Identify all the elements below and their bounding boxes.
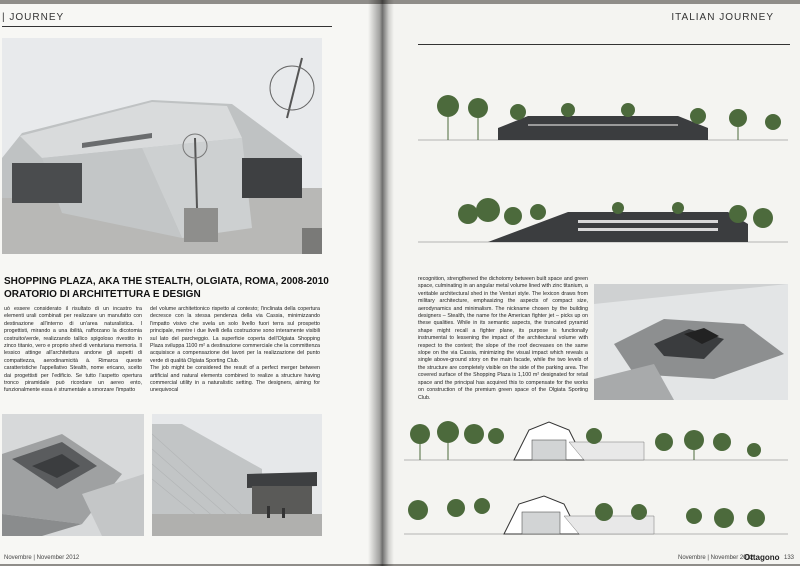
page-number: 133 (784, 555, 795, 561)
header-rule (2, 26, 332, 27)
binding-gutter (368, 0, 394, 566)
right-page (382, 4, 800, 564)
section-drawing-1 (404, 412, 788, 476)
left-folio: Novembre | November 2012 (4, 555, 80, 561)
body-text-italian-col2 (150, 306, 320, 395)
header-rule (418, 44, 790, 45)
model-aerial-photo (2, 414, 144, 536)
body-text-english: recognition, strengthened the dichotomy between built space and green space, culminating in an angular metal volume lined with zinc titanium, a veritable architectural shed in the Venturi style. The lexicon draws from military architecture, emphasizing the aspects of compact size, aerodynamics and minimalism. The nickname chosen by the building designers – Stealth, the name for the American fighter jet – picks up on these qualities. While in its semantic aspects, the truncated pyramid shape might recall a fighter plane, its purpose is functionally instrumental to lessening the impact of the architectural volume with respect to the context; the slope of the roof decreases on the same slope on the via Cassia, minimizing the visual impact which reveals a single above-ground story on the main facade, while the two levels of the structure are completely visible on the side of the parking area. The covered surface of the Shopping Plaza is 1,100 m² designated for retail space and the principal has acquired this to compensate for the works on construction of the premium green space of the Olgiata Sporting Club. (418, 276, 588, 401)
building-entrance-photo (152, 414, 322, 536)
elevation-drawing-1 (418, 88, 788, 158)
section-drawing-2 (404, 482, 788, 546)
right-folio: Novembre | November 2012 (678, 555, 754, 561)
main-building-photo (2, 38, 322, 254)
article-title-en: SHOPPING PLAZA, AKA THE STEALTH, OLGIATA, ROMA, 2008-2010 (4, 276, 329, 287)
building-render (594, 284, 788, 400)
left-page (0, 4, 382, 564)
magazine-logo: Ottagono (744, 553, 780, 562)
body-text-english: The job might be considered the result of a perfect merger between artificial and natural elements combined to realize a structure having commercial utility in a naturalistic setting. The designers, aiming for unequivocal (150, 365, 320, 394)
section-tag: | JOURNEY (2, 12, 65, 23)
section-tag: ITALIAN JOURNEY (671, 12, 774, 23)
article-title-it: ORATORIO DI ARCHITETTURA E DESIGN (4, 289, 201, 300)
elevation-drawing-2 (418, 184, 788, 254)
body-text-italian-col1: uò essere considerato il risultato di un incastro tra elementi urali combinati per realizzare un manufatto con destinazione all'interno di un'area naturalistica. I progettisti, mirando a una ibilità, rafforzano la dicotomia costruito/verde, realizzando tallico spigoloso rivestito in zinco titanio, vero e proprio shed di venturiana memoria. Il lessico attinge all'architettura andone gli aspetti di compattezza, aerodinamicità à. Rimarca queste caratteristiche l'appellativo Stealth, nome ericano, scelto dai progettisti per l'edificio. Se tutto l'aspetto opertura tronco piramidale può ricordare un aereo ento, funzionalmente essa è strumentale a smorzare l'impatto (4, 306, 142, 394)
body-text-italian: del volume architettonico rispetto al contesto; l'inclinata della copertura decresce con la stessa pendenza della via Cassia, minimizzando l'impatto visivo che svela un solo livello fuori terra sul prospetto principale, mentre i due livelli della costruzione sono interamente visibili sul lato del parcheggio. La superficie coperta dell'Olgiata Shopping Plaza sviluppa 1100 m² a destinazione commerciale che la committenza acquisisce a compensazione dei lavori per la realizzazione del punto verde di qualità Olgiata Sporting Club. (150, 306, 320, 364)
